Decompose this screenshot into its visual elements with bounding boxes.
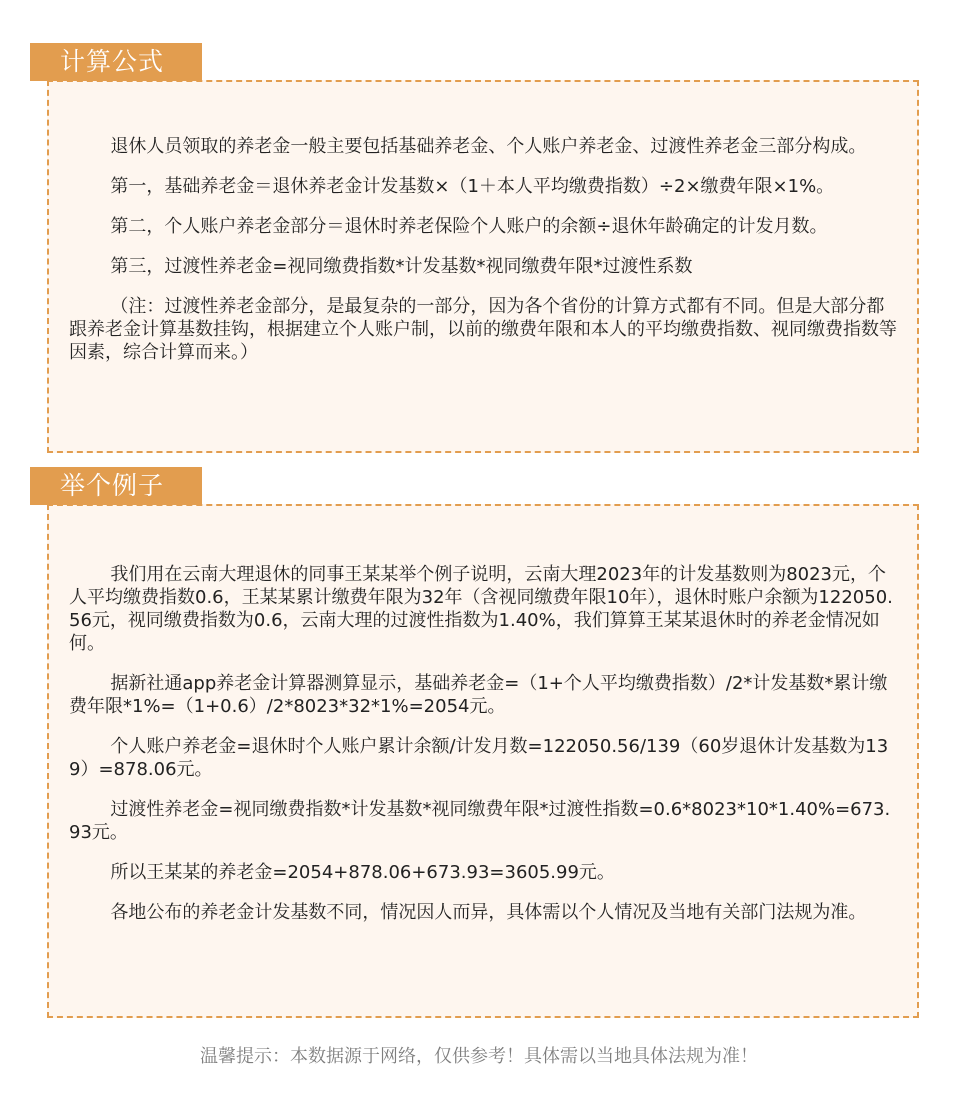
example-paragraph-disclaimer: 各地公布的养老金计发基数不同，情况因人而异，具体需以个人情况及当地有关部门法规为准。 (110, 902, 867, 923)
example-section-box (47, 504, 919, 1018)
example-paragraph-basic-pension: 据新社通app养老金计算器测算显示，基础养老金=（1+个人平均缴费指数）/2*计发基数*累计缴费年限*1%=（1+0.6）/2*8023*32*1%=2054元。 (69, 673, 888, 717)
example-paragraph-transitional: 过渡性养老金=视同缴费指数*计发基数*视同缴费年限*过渡性指数=0.6*8023*10*1.40%=673.93元。 (69, 799, 891, 843)
section-title-formula: 计算公式 (30, 43, 202, 81)
formula-paragraph-note: （注：过渡性养老金部分，是最复杂的一部分，因为各个省份的计算方式都有不同。但是大部分都跟养老金计算基数挂钩，根据建立个人账户制，以前的缴费年限和本人的平均缴费指数、视同缴费指数等因素，综合计算而来。） (69, 296, 897, 363)
example-paragraph-scenario: 我们用在云南大理退休的同事王某某举个例子说明，云南大理2023年的计发基数则为8023元，个人平均缴费指数0.6，王某某累计缴费年限为32年（含视同缴费年限10年），退休时账户余额为122050.56元，视同缴费指数为0.6，云南大理的过渡性指数为1.40%，我们算算王某某退休时的养老金情况如何。 (69, 564, 893, 654)
section-title-example: 举个例子 (30, 467, 202, 505)
example-paragraph-total: 所以王某某的养老金=2054+878.06+673.93=3605.99元。 (110, 862, 615, 883)
formula-paragraph-intro: 退休人员领取的养老金一般主要包括基础养老金、个人账户养老金、过渡性养老金三部分构成。 (110, 136, 867, 157)
formula-paragraph-transitional: 第三，过渡性养老金=视同缴费指数*计发基数*视同缴费年限*过渡性系数 (110, 256, 693, 277)
footer-warm-tip: 温馨提示：本数据源于网络，仅供参考！具体需以当地具体法规为准！ (200, 1046, 758, 1067)
formula-paragraph-basic-pension: 第一，基础养老金＝退休养老金计发基数×（1＋本人平均缴费指数）÷2×缴费年限×1%。 (110, 176, 835, 197)
formula-section-box (47, 80, 919, 453)
example-paragraph-personal-account: 个人账户养老金=退休时个人账户累计余额/计发月数=122050.56/139（60岁退休计发基数为139）=878.06元。 (69, 736, 889, 780)
formula-paragraph-personal-account: 第二，个人账户养老金部分＝退休时养老保险个人账户的余额÷退休年龄确定的计发月数。 (110, 216, 828, 237)
